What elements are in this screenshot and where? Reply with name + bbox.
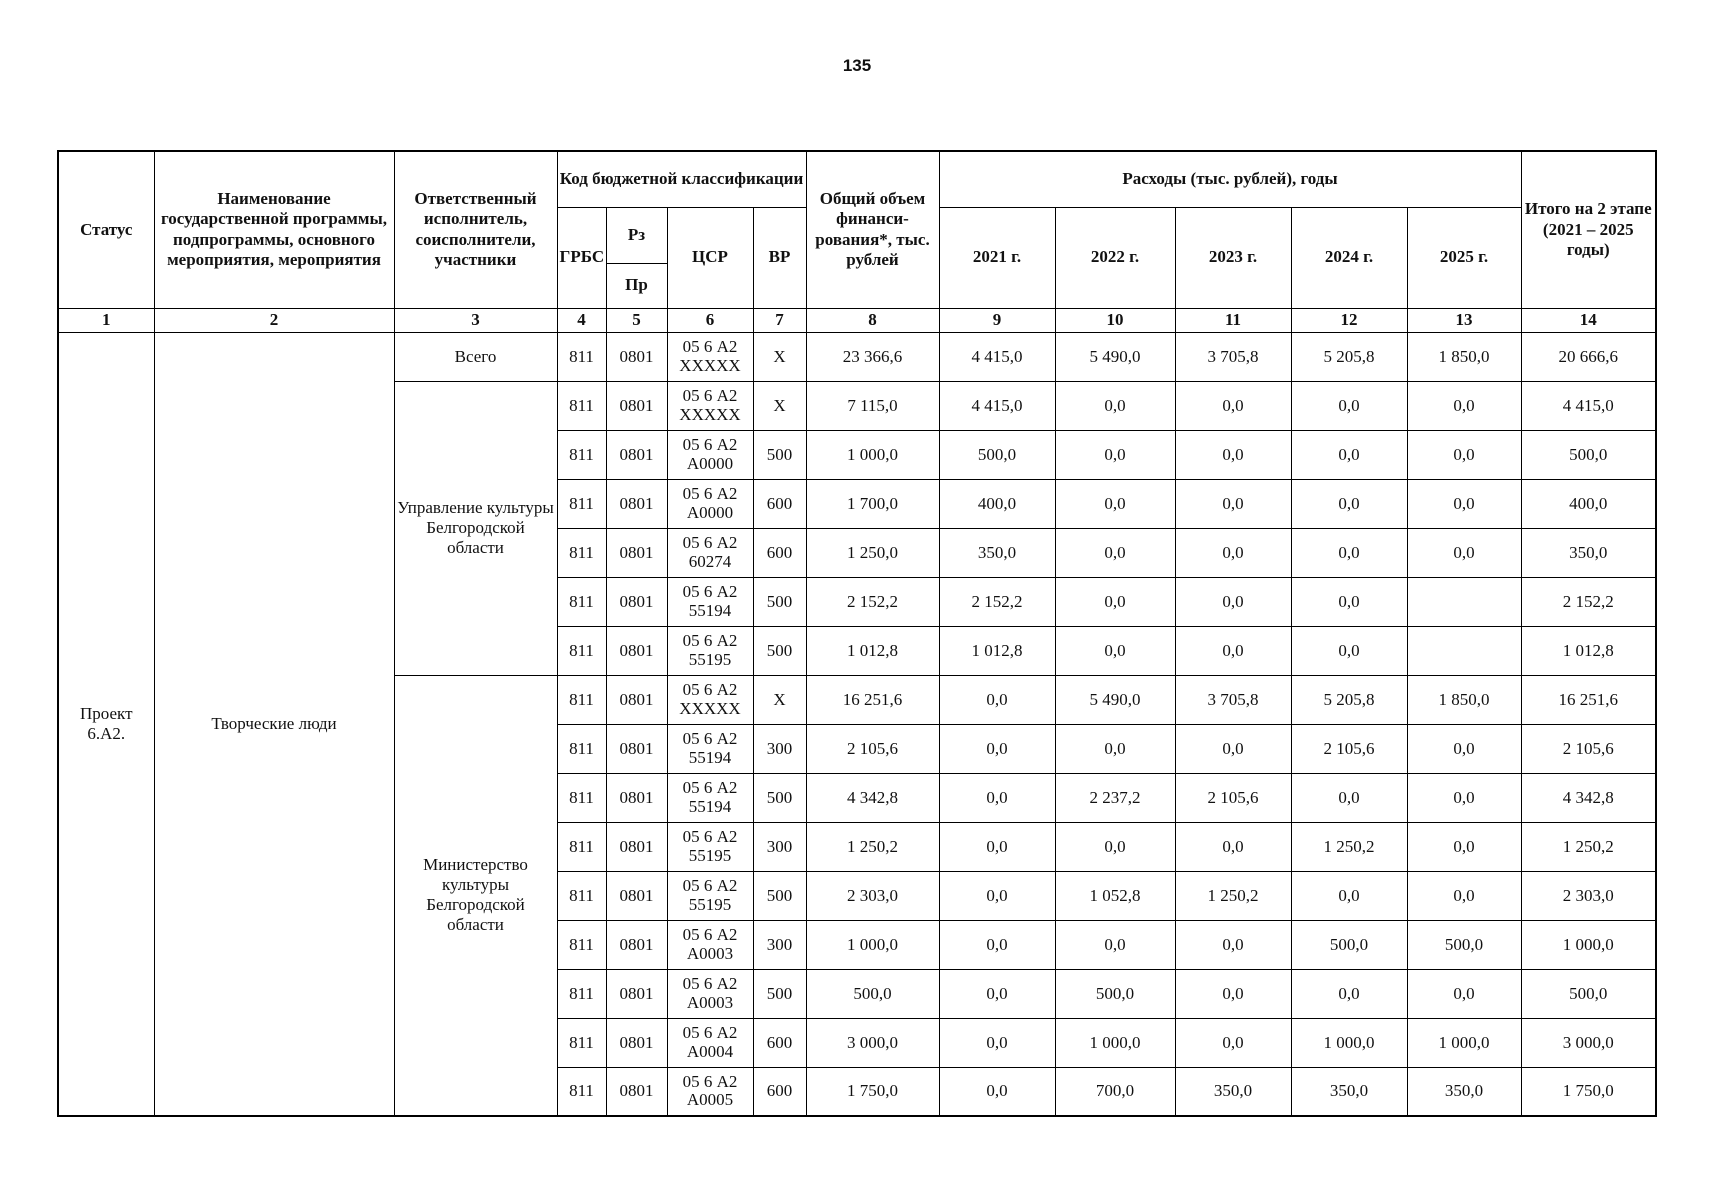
header-year-2025: 2025 г.	[1407, 207, 1521, 308]
y2021-cell: 4 415,0	[939, 381, 1055, 430]
y2025-cell: 0,0	[1407, 822, 1521, 871]
header-expenses: Расходы (тыс. рублей), годы	[939, 151, 1521, 207]
csr-code-part1: 05 6 А2	[682, 1071, 738, 1091]
csr-code-part2: А0004	[686, 1041, 734, 1061]
status-cell: Проект 6.А2.	[58, 332, 154, 1116]
csr-code-part2: 60274	[688, 551, 732, 571]
csr-cell	[667, 528, 753, 577]
csr-cell	[667, 969, 753, 1018]
itogo-cell: 500,0	[1521, 969, 1656, 1018]
vr-cell: X	[753, 675, 806, 724]
y2023-cell: 0,0	[1175, 577, 1291, 626]
grbs-cell: 811	[557, 577, 606, 626]
y2023-cell: 0,0	[1175, 430, 1291, 479]
csr-cell	[667, 577, 753, 626]
vr-cell: 600	[753, 479, 806, 528]
y2024-cell: 0,0	[1291, 773, 1407, 822]
y2025-cell: 0,0	[1407, 969, 1521, 1018]
vr-cell: 300	[753, 822, 806, 871]
total-cell: 1 250,0	[806, 528, 939, 577]
total-cell: 1 000,0	[806, 430, 939, 479]
vr-cell: 500	[753, 773, 806, 822]
itogo-cell: 500,0	[1521, 430, 1656, 479]
y2022-cell: 0,0	[1055, 577, 1175, 626]
csr-code-part1: 05 6 А2	[682, 728, 738, 748]
y2021-cell: 0,0	[939, 871, 1055, 920]
y2024-cell: 0,0	[1291, 626, 1407, 675]
csr-code-part2: А0005	[686, 1090, 734, 1110]
y2022-cell: 0,0	[1055, 920, 1175, 969]
y2022-cell: 5 490,0	[1055, 675, 1175, 724]
y2025-cell: 0,0	[1407, 773, 1521, 822]
header-year-2023: 2023 г.	[1175, 207, 1291, 308]
total-cell: 1 700,0	[806, 479, 939, 528]
y2023-cell: 350,0	[1175, 1067, 1291, 1116]
col-number: 2	[154, 308, 394, 332]
col-number: 3	[394, 308, 557, 332]
total-cell: 16 251,6	[806, 675, 939, 724]
header-itogo: Итого на 2 этапе (2021 – 2025 годы)	[1521, 151, 1656, 308]
vr-cell: 600	[753, 528, 806, 577]
rzpr-cell: 0801	[606, 528, 667, 577]
col-number: 9	[939, 308, 1055, 332]
grbs-cell: 811	[557, 528, 606, 577]
y2023-cell: 0,0	[1175, 528, 1291, 577]
itogo-cell: 2 105,6	[1521, 724, 1656, 773]
itogo-cell: 20 666,6	[1521, 332, 1656, 381]
y2021-cell: 0,0	[939, 1067, 1055, 1116]
csr-cell	[667, 479, 753, 528]
csr-code-part2: XXXXX	[679, 404, 741, 424]
grbs-cell: 811	[557, 479, 606, 528]
y2025-cell: 0,0	[1407, 381, 1521, 430]
vr-cell: 500	[753, 871, 806, 920]
col-number: 4	[557, 308, 606, 332]
rzpr-cell: 0801	[606, 871, 667, 920]
grbs-cell: 811	[557, 1067, 606, 1116]
grbs-cell: 811	[557, 626, 606, 675]
header-budget-code: Код бюджетной классификации	[557, 151, 806, 207]
vr-cell: 600	[753, 1067, 806, 1116]
y2025-cell: 1 850,0	[1407, 675, 1521, 724]
y2023-cell: 3 705,8	[1175, 332, 1291, 381]
col-number: 11	[1175, 308, 1291, 332]
y2025-cell: 1 850,0	[1407, 332, 1521, 381]
header-grbs: ГРБС	[557, 207, 606, 308]
y2024-cell: 0,0	[1291, 871, 1407, 920]
total-cell: 4 342,8	[806, 773, 939, 822]
y2023-cell: 3 705,8	[1175, 675, 1291, 724]
rzpr-cell: 0801	[606, 822, 667, 871]
csr-cell	[667, 1067, 753, 1116]
itogo-cell: 350,0	[1521, 528, 1656, 577]
y2021-cell: 0,0	[939, 773, 1055, 822]
col-number: 6	[667, 308, 753, 332]
csr-cell	[667, 920, 753, 969]
y2021-cell: 0,0	[939, 822, 1055, 871]
rzpr-cell: 0801	[606, 1067, 667, 1116]
y2021-cell: 400,0	[939, 479, 1055, 528]
csr-cell	[667, 332, 753, 381]
y2021-cell: 0,0	[939, 724, 1055, 773]
itogo-cell: 4 342,8	[1521, 773, 1656, 822]
csr-cell	[667, 822, 753, 871]
csr-code-part1: 05 6 А2	[682, 385, 738, 405]
y2024-cell: 0,0	[1291, 479, 1407, 528]
grbs-cell: 811	[557, 381, 606, 430]
y2023-cell: 0,0	[1175, 381, 1291, 430]
budget-table	[57, 150, 1657, 1117]
itogo-cell: 2 152,2	[1521, 577, 1656, 626]
col-number: 8	[806, 308, 939, 332]
y2024-cell: 0,0	[1291, 430, 1407, 479]
rzpr-cell: 0801	[606, 724, 667, 773]
col-number: 12	[1291, 308, 1407, 332]
y2025-cell: 0,0	[1407, 479, 1521, 528]
csr-code-part2: А0000	[686, 453, 734, 473]
total-cell: 500,0	[806, 969, 939, 1018]
grbs-cell: 811	[557, 969, 606, 1018]
col-number: 7	[753, 308, 806, 332]
y2023-cell: 0,0	[1175, 822, 1291, 871]
header-pr: Пр	[606, 263, 667, 308]
csr-code-part2: 55194	[688, 747, 732, 767]
y2022-cell: 0,0	[1055, 381, 1175, 430]
csr-code-part1: 05 6 А2	[682, 924, 738, 944]
rzpr-cell: 0801	[606, 773, 667, 822]
itogo-cell: 1 000,0	[1521, 920, 1656, 969]
y2025-cell: 0,0	[1407, 871, 1521, 920]
y2022-cell: 0,0	[1055, 528, 1175, 577]
header-status: Статус	[58, 151, 154, 308]
col-number: 10	[1055, 308, 1175, 332]
y2022-cell: 0,0	[1055, 626, 1175, 675]
grbs-cell: 811	[557, 822, 606, 871]
y2022-cell: 1 052,8	[1055, 871, 1175, 920]
csr-code-part1: 05 6 А2	[682, 826, 738, 846]
y2025-cell: 0,0	[1407, 528, 1521, 577]
header-year-2024: 2024 г.	[1291, 207, 1407, 308]
y2022-cell: 0,0	[1055, 724, 1175, 773]
csr-code-part1: 05 6 А2	[682, 581, 738, 601]
csr-code-part1: 05 6 А2	[682, 483, 738, 503]
itogo-cell: 1 250,2	[1521, 822, 1656, 871]
total-cell: 7 115,0	[806, 381, 939, 430]
y2023-cell: 0,0	[1175, 626, 1291, 675]
csr-cell	[667, 675, 753, 724]
rzpr-cell: 0801	[606, 332, 667, 381]
y2023-cell: 0,0	[1175, 969, 1291, 1018]
y2025-cell: 500,0	[1407, 920, 1521, 969]
rzpr-cell: 0801	[606, 577, 667, 626]
y2025-cell: 0,0	[1407, 724, 1521, 773]
grbs-cell: 811	[557, 724, 606, 773]
rzpr-cell: 0801	[606, 430, 667, 479]
executor-upravlenie-cell: Управление культуры Белгородской области	[394, 381, 557, 675]
y2022-cell: 0,0	[1055, 822, 1175, 871]
total-cell: 3 000,0	[806, 1018, 939, 1067]
itogo-cell: 400,0	[1521, 479, 1656, 528]
itogo-cell: 1 012,8	[1521, 626, 1656, 675]
header-csr: ЦСР	[667, 207, 753, 308]
y2022-cell: 2 237,2	[1055, 773, 1175, 822]
grbs-cell: 811	[557, 773, 606, 822]
csr-code-part1: 05 6 А2	[682, 1022, 738, 1042]
rzpr-cell: 0801	[606, 920, 667, 969]
vr-cell: X	[753, 332, 806, 381]
y2024-cell: 1 000,0	[1291, 1018, 1407, 1067]
csr-cell	[667, 724, 753, 773]
y2023-cell: 0,0	[1175, 724, 1291, 773]
grbs-cell: 811	[557, 430, 606, 479]
csr-code-part2: 55195	[688, 894, 732, 914]
y2022-cell: 0,0	[1055, 479, 1175, 528]
y2025-cell: 350,0	[1407, 1067, 1521, 1116]
csr-code-part1: 05 6 А2	[682, 875, 738, 895]
y2025-cell	[1407, 626, 1521, 675]
grbs-cell: 811	[557, 332, 606, 381]
y2022-cell: 0,0	[1055, 430, 1175, 479]
csr-code-part1: 05 6 А2	[682, 532, 738, 552]
vr-cell: 500	[753, 577, 806, 626]
csr-code-part2: 55194	[688, 796, 732, 816]
y2023-cell: 0,0	[1175, 479, 1291, 528]
header-vr: ВР	[753, 207, 806, 308]
y2025-cell: 1 000,0	[1407, 1018, 1521, 1067]
grbs-cell: 811	[557, 920, 606, 969]
y2024-cell: 500,0	[1291, 920, 1407, 969]
executor-ministerstvo-cell: Министерство культуры Белгородской области	[394, 675, 557, 1116]
csr-code-part2: А0003	[686, 943, 734, 963]
vr-cell: 300	[753, 920, 806, 969]
csr-code-part2: 55195	[688, 845, 732, 865]
table-row	[58, 332, 1656, 381]
y2021-cell: 0,0	[939, 1018, 1055, 1067]
y2021-cell: 0,0	[939, 920, 1055, 969]
itogo-cell: 4 415,0	[1521, 381, 1656, 430]
column-number-row	[58, 308, 1656, 332]
total-cell: 23 366,6	[806, 332, 939, 381]
y2022-cell: 5 490,0	[1055, 332, 1175, 381]
rzpr-cell: 0801	[606, 969, 667, 1018]
y2024-cell: 0,0	[1291, 528, 1407, 577]
y2024-cell: 2 105,6	[1291, 724, 1407, 773]
total-cell: 1 012,8	[806, 626, 939, 675]
y2024-cell: 5 205,8	[1291, 675, 1407, 724]
program-name-cell: Творческие люди	[154, 332, 394, 1116]
vr-cell: 300	[753, 724, 806, 773]
header-year-2021: 2021 г.	[939, 207, 1055, 308]
header-total-volume: Общий объем финанси-рования*, тыс. рублей	[806, 151, 939, 308]
csr-code-part1: 05 6 А2	[682, 973, 738, 993]
csr-cell	[667, 626, 753, 675]
grbs-cell: 811	[557, 1018, 606, 1067]
col-number: 13	[1407, 308, 1521, 332]
executor-all-cell: Всего	[394, 332, 557, 381]
y2021-cell: 4 415,0	[939, 332, 1055, 381]
total-cell: 2 303,0	[806, 871, 939, 920]
vr-cell: 500	[753, 430, 806, 479]
y2021-cell: 2 152,2	[939, 577, 1055, 626]
y2021-cell: 500,0	[939, 430, 1055, 479]
csr-code-part2: 55195	[688, 649, 732, 669]
y2022-cell: 500,0	[1055, 969, 1175, 1018]
y2021-cell: 1 012,8	[939, 626, 1055, 675]
vr-cell: 500	[753, 626, 806, 675]
header-year-2022: 2022 г.	[1055, 207, 1175, 308]
csr-code-part2: XXXXX	[679, 698, 741, 718]
vr-cell: 500	[753, 969, 806, 1018]
rzpr-cell: 0801	[606, 1018, 667, 1067]
total-cell: 2 152,2	[806, 577, 939, 626]
total-cell: 1 000,0	[806, 920, 939, 969]
rzpr-cell: 0801	[606, 675, 667, 724]
header-executor: Ответственный исполнитель, соисполнители, участники	[394, 151, 557, 308]
itogo-cell: 16 251,6	[1521, 675, 1656, 724]
y2022-cell: 1 000,0	[1055, 1018, 1175, 1067]
rzpr-cell: 0801	[606, 381, 667, 430]
rzpr-cell: 0801	[606, 479, 667, 528]
header-rz: Рз	[606, 207, 667, 263]
total-cell: 2 105,6	[806, 724, 939, 773]
y2021-cell: 350,0	[939, 528, 1055, 577]
csr-cell	[667, 430, 753, 479]
vr-cell: 600	[753, 1018, 806, 1067]
total-cell: 1 250,2	[806, 822, 939, 871]
header-name: Наименование государственной программы, подпрограммы, основного мероприятия, мероприятия	[154, 151, 394, 308]
y2025-cell	[1407, 577, 1521, 626]
itogo-cell: 3 000,0	[1521, 1018, 1656, 1067]
vr-cell: X	[753, 381, 806, 430]
csr-code-part2: 55194	[688, 600, 732, 620]
csr-code-part2: XXXXX	[679, 355, 741, 375]
col-number: 14	[1521, 308, 1656, 332]
itogo-cell: 1 750,0	[1521, 1067, 1656, 1116]
csr-cell	[667, 773, 753, 822]
grbs-cell: 811	[557, 675, 606, 724]
col-number: 1	[58, 308, 154, 332]
total-cell: 1 750,0	[806, 1067, 939, 1116]
y2025-cell: 0,0	[1407, 430, 1521, 479]
csr-code-part1: 05 6 А2	[682, 679, 738, 699]
csr-code-part1: 05 6 А2	[682, 630, 738, 650]
csr-cell	[667, 381, 753, 430]
csr-code-part1: 05 6 А2	[682, 434, 738, 454]
y2022-cell: 700,0	[1055, 1067, 1175, 1116]
y2024-cell: 1 250,2	[1291, 822, 1407, 871]
y2023-cell: 2 105,6	[1175, 773, 1291, 822]
rzpr-cell: 0801	[606, 626, 667, 675]
y2023-cell: 1 250,2	[1175, 871, 1291, 920]
y2021-cell: 0,0	[939, 969, 1055, 1018]
csr-code-part2: А0000	[686, 502, 734, 522]
csr-code-part1: 05 6 А2	[682, 777, 738, 797]
grbs-cell: 811	[557, 871, 606, 920]
col-number: 5	[606, 308, 667, 332]
y2021-cell: 0,0	[939, 675, 1055, 724]
y2024-cell: 0,0	[1291, 577, 1407, 626]
y2024-cell: 350,0	[1291, 1067, 1407, 1116]
itogo-cell: 2 303,0	[1521, 871, 1656, 920]
csr-cell	[667, 871, 753, 920]
csr-code-part1: 05 6 А2	[682, 336, 738, 356]
csr-cell	[667, 1018, 753, 1067]
y2023-cell: 0,0	[1175, 1018, 1291, 1067]
y2024-cell: 5 205,8	[1291, 332, 1407, 381]
csr-code-part2: А0003	[686, 992, 734, 1012]
y2024-cell: 0,0	[1291, 381, 1407, 430]
y2024-cell: 0,0	[1291, 969, 1407, 1018]
page-number: 135	[842, 56, 872, 75]
y2023-cell: 0,0	[1175, 920, 1291, 969]
